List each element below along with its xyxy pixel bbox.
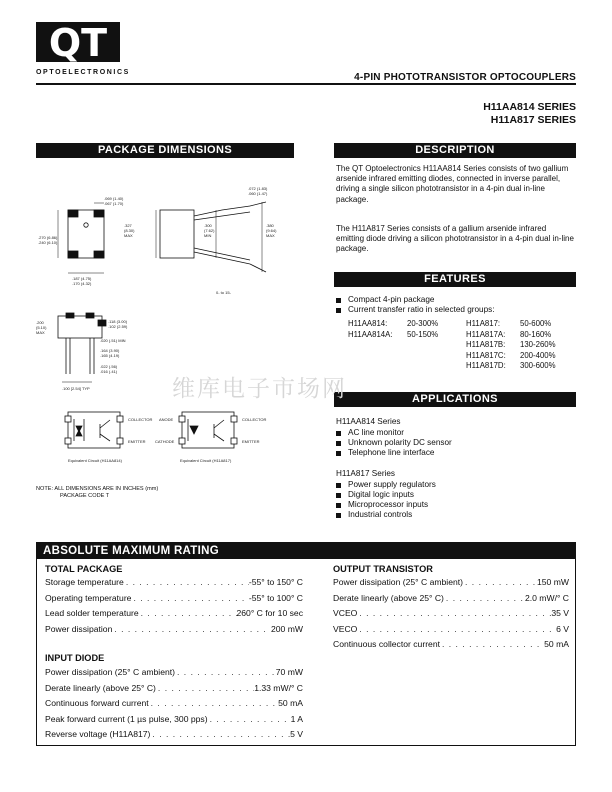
output-transistor-rows bbox=[333, 575, 569, 653]
rating-row: VECO . . . 6 V bbox=[333, 622, 569, 638]
rating-row: Derate linearly (above 25° C) . . . 1.33 mW/° C bbox=[45, 681, 303, 697]
pin-label-anode: ANODE bbox=[159, 417, 174, 422]
header-rule bbox=[36, 83, 576, 85]
dim-label: .240 (6.10) bbox=[38, 240, 58, 245]
dim-label: .072 (1.83) bbox=[248, 186, 268, 191]
ctr-row: H11AA814A: 50-150% bbox=[348, 329, 439, 339]
equivalent-circuits-drawing bbox=[60, 408, 300, 466]
dim-label: .102 (2.59) bbox=[108, 324, 128, 329]
dim-label: .020 (.51) MIN bbox=[100, 338, 126, 343]
application-item: Unknown polarity DC sensor bbox=[334, 438, 574, 448]
rating-row: Continuous collector current . . . 50 mA bbox=[333, 637, 569, 653]
dimension-note bbox=[36, 486, 158, 500]
rating-row: Power dissipation . . . 200 mW bbox=[45, 622, 303, 638]
dim-label: .300 bbox=[204, 223, 212, 228]
watermark: 维库电子市场网 bbox=[172, 376, 347, 402]
rating-row: Peak forward current (1 µs pulse, 300 pps) . . . 1 A bbox=[45, 712, 303, 728]
application-item: Industrial controls bbox=[334, 510, 574, 520]
circuit-caption: Equivalent Circuit (H11A817) bbox=[180, 458, 232, 463]
note-line: PACKAGE CODE T bbox=[60, 493, 110, 499]
dim-label: .016 (.41) bbox=[100, 369, 118, 374]
logo-letters: QT bbox=[48, 22, 108, 62]
rating-row: Lead solder temperature . . . 260° C for 10 sec bbox=[45, 606, 303, 622]
application-item: Telephone line interface bbox=[334, 448, 574, 458]
dim-label: .270 (6.86) bbox=[38, 235, 58, 240]
page-title: 4-PIN PHOTOTRANSISTOR OPTOCOUPLERS bbox=[354, 72, 576, 83]
feature-item: Current transfer ratio in selected groups: bbox=[334, 305, 574, 315]
equivalent-circuit-h11aa814 bbox=[65, 412, 123, 448]
input-diode-rows bbox=[45, 665, 303, 743]
applications-group-title: H11AA814 Series bbox=[336, 417, 401, 426]
application-item: Microprocessor inputs bbox=[334, 500, 574, 510]
ctr-row: H11A817C: 200-400% bbox=[466, 350, 556, 360]
total-package-title: TOTAL PACKAGE bbox=[45, 564, 123, 574]
ctr-row: H11A817D: 300-600% bbox=[466, 361, 556, 371]
applications-list-h11aa814 bbox=[334, 428, 574, 458]
rating-row: Storage temperature . . . -55° to 150° C bbox=[45, 575, 303, 591]
dim-label: MIN bbox=[204, 233, 212, 238]
applications-list-h11a817 bbox=[334, 480, 574, 520]
dim-label: MAX bbox=[124, 233, 133, 238]
ctr-row: H11A817A: 80-160% bbox=[466, 329, 552, 339]
dim-label: .100 [2.54] TYP bbox=[62, 386, 90, 391]
absolute-maximum-rating-box bbox=[36, 542, 576, 746]
description-paragraph-1: The QT Optoelectronics H11AA814 Series consists of two gallium arsenide infrared emitting diodes, connected in inverse parallel, driving a single silicon phototransistor in a 4-pin dual in-line package. bbox=[336, 164, 569, 204]
dim-label: .067 (1.70) bbox=[104, 201, 124, 206]
ctr-column-h11aa814 bbox=[348, 319, 458, 340]
applications-heading: APPLICATIONS bbox=[334, 392, 576, 407]
dim-label: .380 bbox=[266, 223, 274, 228]
application-item: Digital logic inputs bbox=[334, 490, 574, 500]
equivalent-circuit-h11a817 bbox=[179, 412, 237, 448]
rating-row: Operating temperature . . . -55° to 100° C bbox=[45, 591, 303, 607]
dim-label: .200 bbox=[36, 320, 44, 325]
dim-label: .060 (1.47) bbox=[248, 191, 268, 196]
description-paragraph-2: The H11A817 Series consists of a gallium arsenide infrared emitting diode driving a silicon phototransistor in a 4-pin dual in-line package. bbox=[336, 224, 574, 254]
package-end-view-drawing bbox=[36, 310, 146, 395]
dim-label: MAX bbox=[266, 233, 275, 238]
rating-row: Power dissipation (25° C ambient) . . . 70 mW bbox=[45, 665, 303, 681]
series-title-2: H11A817 SERIES bbox=[490, 114, 576, 126]
dim-label: (7.62) bbox=[204, 228, 215, 233]
ctr-row: H11A817: 50-600% bbox=[466, 319, 552, 328]
pin-label-cathode: CATHODE bbox=[155, 439, 175, 444]
company-logo bbox=[36, 22, 130, 76]
dim-label: .022 (.56) bbox=[100, 364, 118, 369]
dim-label: (9.64) bbox=[266, 228, 277, 233]
application-item: Power supply regulators bbox=[334, 480, 574, 490]
features-list bbox=[334, 295, 574, 315]
pin-label-emitter: EMITTER bbox=[242, 439, 260, 444]
rating-row: Derate linearly (above 25° C) . . . 2.0 mW/° C bbox=[333, 591, 569, 607]
dim-label: .327 bbox=[124, 223, 132, 228]
absolute-maximum-rating-heading: ABSOLUTE MAXIMUM RATING bbox=[37, 543, 575, 559]
pin-label-collector: COLLECTOR bbox=[242, 417, 267, 422]
dim-label: .170 (4.32) bbox=[72, 281, 92, 286]
dim-label: .118 (3.00) bbox=[108, 319, 128, 324]
dim-label: (5.10) bbox=[36, 325, 47, 330]
features-heading: FEATURES bbox=[334, 272, 576, 287]
applications-group-title: H11A817 Series bbox=[336, 469, 396, 478]
rating-row: Power dissipation (25° C ambient) . . . 150 mW bbox=[333, 575, 569, 591]
output-transistor-title: OUTPUT TRANSISTOR bbox=[333, 564, 433, 574]
logo-subtitle: OPTOELECTRONICS bbox=[36, 69, 130, 76]
ctr-row: H11AA814: 20-300% bbox=[348, 319, 439, 328]
circuit-caption: Equivalent Circuit (H11AA814) bbox=[68, 458, 122, 463]
rating-row: VCEO . . . 35 V bbox=[333, 606, 569, 622]
description-heading: DESCRIPTION bbox=[334, 143, 576, 158]
total-package-rows bbox=[45, 575, 303, 637]
ctr-row: H11A817B: 130-260% bbox=[466, 340, 556, 350]
dim-label: .165 (4.19) bbox=[100, 353, 120, 358]
rating-row: Reverse voltage (H11A817) . . . 5 V bbox=[45, 727, 303, 743]
package-dimensions-heading: PACKAGE DIMENSIONS bbox=[36, 143, 294, 158]
input-diode-title: INPUT DIODE bbox=[45, 653, 105, 663]
dim-label: .187 (4.75) bbox=[72, 276, 92, 281]
note-line: NOTE: ALL DIMENSIONS ARE IN INCHES (mm) bbox=[36, 486, 159, 492]
pin-label-emitter: EMITTER bbox=[128, 439, 146, 444]
application-item: AC line monitor bbox=[334, 428, 574, 438]
series-title-1: H11AA814 SERIES bbox=[483, 101, 576, 113]
qt-logo-mark bbox=[36, 22, 120, 62]
package-side-view-drawing bbox=[122, 182, 294, 300]
dim-label: (8.30) bbox=[124, 228, 135, 233]
dim-label: .069 (1.40) bbox=[104, 196, 124, 201]
dim-label: 0- to 15- bbox=[216, 290, 231, 295]
feature-item: Compact 4-pin package bbox=[334, 295, 574, 305]
rating-row: Continuous forward current . . . 50 mA bbox=[45, 696, 303, 712]
ctr-column-h11a817 bbox=[466, 319, 576, 372]
pin-label-collector: COLLECTOR bbox=[128, 417, 153, 422]
dim-label: MAX bbox=[36, 330, 45, 335]
dim-label: .164 (3.90) bbox=[100, 348, 120, 353]
